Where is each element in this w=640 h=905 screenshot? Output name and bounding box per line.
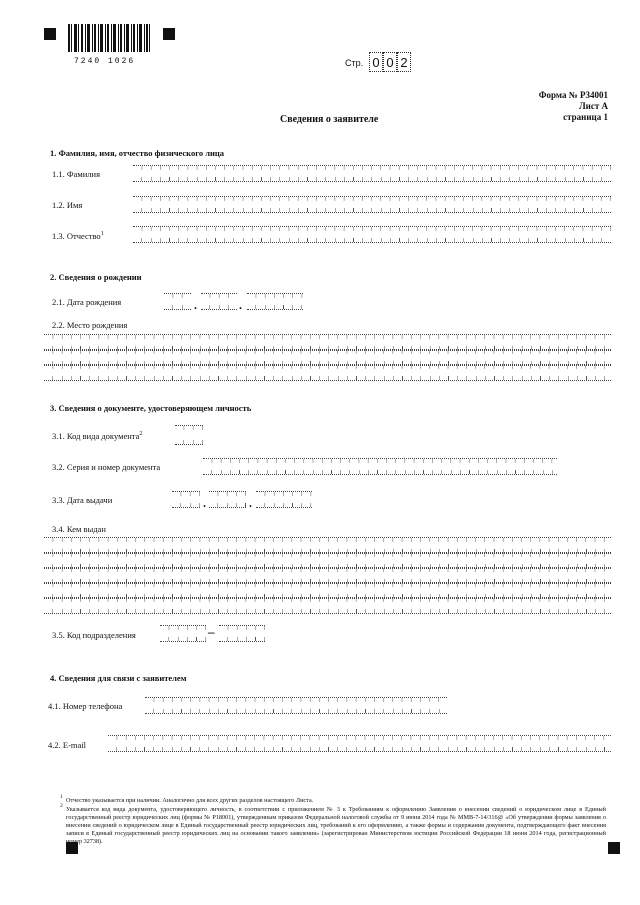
section-1-heading: 1. Фамилия, имя, отчество физического лица: [50, 148, 225, 158]
issue-month-cells[interactable]: [209, 491, 246, 508]
issue-day-cells[interactable]: [172, 491, 200, 508]
birth-place-cells-row-3[interactable]: [44, 364, 611, 381]
barcode-image: [68, 24, 150, 52]
birth-year-cells[interactable]: [247, 293, 303, 310]
patronymic-label: [52, 231, 104, 241]
issue-date-separator-2: .: [249, 496, 252, 510]
issue-year-cells[interactable]: [256, 491, 312, 508]
page-digit-1: 0: [372, 55, 380, 70]
sheet-label: Лист А: [578, 101, 608, 111]
birth-month-cells[interactable]: [201, 293, 237, 310]
phone-label: 4.1. Номер телефона: [48, 701, 123, 711]
form-header-block: [539, 90, 608, 123]
footnote-1-number: 1: [60, 794, 63, 800]
doc-type-code-cells[interactable]: [175, 425, 203, 445]
patronymic-cells[interactable]: [133, 226, 611, 243]
subdivision-code-label: 3.5. Код подразделения: [52, 630, 136, 640]
doc-series-number-label: 3.2. Серия и номер документа: [52, 462, 161, 472]
issued-by-cells-row-5[interactable]: [44, 597, 611, 614]
doc-series-number-cells[interactable]: [203, 458, 557, 475]
page-title: Сведения о заявителе: [280, 114, 379, 125]
form-number: Форма № Р34001: [538, 90, 608, 100]
birth-place-label: 2.2. Место рождения: [52, 320, 128, 330]
registration-marker-bottom-right: [608, 842, 620, 854]
issued-by-label: 3.4. Кем выдан: [52, 524, 106, 534]
birth-date-separator-2: .: [239, 298, 242, 312]
issue-date-separator-1: .: [203, 496, 206, 510]
surname-label: 1.1. Фамилия: [52, 169, 100, 179]
page-subtitle: страница 1: [563, 112, 608, 122]
section-3-heading: 3. Сведения о документе, удостоверяющем личность: [50, 403, 252, 413]
patronymic-label-text: 1.3. Отчество: [52, 231, 101, 241]
registration-marker-top-right: [163, 28, 175, 40]
subdivision-code-cells-2[interactable]: [219, 625, 265, 642]
footnote-2-text: Указывается код вида документа, удостоверяющего личность, в соответствии с приложением № 3 к Требованиям к оформлению Заявления о внесении сведений о юридическом лице в Единый государственный реестр юридических лиц (формы № Р18001), утвержденным приказом Федеральной налоговой службы от 9 июня 2014 года № ММВ-7-14/316@ «Об утверждении формы заявления о внесении сведений о юридическом лице в Единый государственный реестр юридических лиц, требований к его оформлению, а также формы и содержания документа, подтверждающего факт внесения записи в Единый государственный реестр юридических лиц на основании такого заявления» (зарегистрирован Министерством юстиции Российской Федерации 18 июня 2014 года, регистрационный номер 32738).: [66, 806, 606, 845]
footnote-2-number: 2: [60, 803, 63, 809]
footnote-ref-1: 1: [100, 231, 104, 238]
subdivision-code-cells-1[interactable]: [160, 625, 206, 642]
page-label: Стр.: [345, 58, 364, 68]
phone-cells[interactable]: [145, 697, 447, 714]
name-cells[interactable]: [133, 196, 611, 213]
birth-date-separator-1: .: [194, 298, 197, 312]
email-cells[interactable]: [108, 735, 611, 752]
name-label: 1.2. Имя: [52, 200, 83, 210]
doc-type-code-label-text: 3.1. Код вида документа: [52, 431, 140, 441]
registration-marker-top-left: [44, 28, 56, 40]
surname-cells[interactable]: [133, 165, 611, 182]
page-digit-2: 0: [386, 55, 394, 70]
footnote-1-text: Отчество указывается при наличии. Аналогично для всех других разделов настоящего Листа.: [66, 797, 314, 804]
birth-day-cells[interactable]: [164, 293, 191, 310]
page-digit-3: 2: [400, 55, 408, 70]
issue-date-label: 3.3. Дата выдачи: [52, 495, 113, 505]
subdivision-code-dash: –: [208, 624, 215, 639]
doc-type-code-label: [52, 431, 142, 441]
section-4-heading: 4. Сведения для связи с заявителем: [50, 673, 187, 683]
birth-date-label: 2.1. Дата рождения: [52, 297, 122, 307]
section-2-heading: 2. Сведения о рождении: [50, 272, 142, 282]
email-label: 4.2. E-mail: [48, 740, 87, 750]
barcode-number: 7240 1026: [74, 57, 136, 66]
footnote-ref-2: 2: [139, 431, 143, 438]
